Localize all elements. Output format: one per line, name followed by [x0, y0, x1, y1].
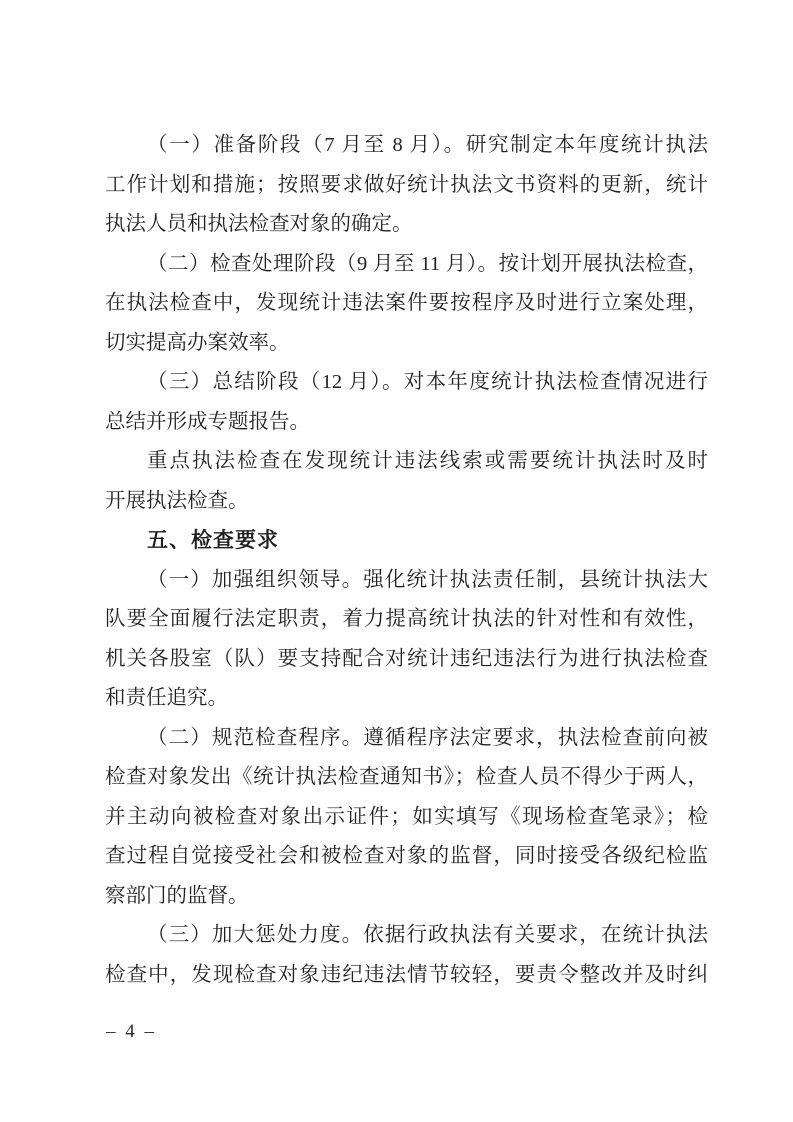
text-line: 切实提高办案效率。	[105, 331, 290, 354]
text-line: 检查对象发出《统计执法检查通知书》；检查人员不得少于两人，	[105, 766, 708, 788]
text-line: （三）总结阶段（12 月）。对本年度统计执法检查情况进行	[147, 371, 708, 393]
text-line: （二）规范检查程序。遵循程序法定要求，执法检查前向被	[147, 726, 708, 749]
text-line: 查过程自觉接受社会和被检查对象的监督，同时接受各级纪检监	[105, 845, 708, 867]
text-line: （二）检查处理阶段（9 月至 11 月）。按计划开展执法检查，	[147, 252, 708, 275]
text-line: 重点执法检查在发现统计违法线索或需要统计执法时及时	[147, 450, 708, 472]
text-line: 队要全面履行法定职责，着力提高统计执法的针对性和有效性，	[105, 608, 708, 630]
text-line: 和责任追究。	[105, 687, 228, 709]
text-line: 检查中，发现检查对象违纪违法情节较轻，要责令整改并及时纠	[105, 963, 708, 986]
text-line: 开展执法检查。	[105, 489, 249, 512]
text-line: 机关各股室（队）要支持配合对统计违纪违法行为进行执法检查	[105, 647, 708, 670]
text-line: 察部门的监督。	[105, 884, 249, 907]
text-line: （一）加强组织领导。强化统计执法责任制，县统计执法大	[147, 568, 708, 591]
text-line: 总结并形成专题报告。	[105, 410, 310, 433]
document-body	[105, 126, 708, 995]
text-line: 工作计划和措施；按照要求做好统计执法文书资料的更新，统计	[105, 173, 708, 196]
page-number: – 4 –	[106, 1021, 154, 1042]
text-line: 执法人员和执法检查对象的确定。	[105, 213, 413, 235]
text-line: 并主动向被检查对象出示证件；如实填写《现场检查笔录》；检	[105, 805, 708, 828]
text-line: 在执法检查中，发现统计违法案件要按程序及时进行立案处理，	[105, 292, 708, 314]
text-line: （一）准备阶段（7 月至 8 月）。研究制定本年度统计执法	[147, 134, 708, 156]
text-line: （三）加大惩处力度。依据行政执法有关要求，在统计执法	[147, 924, 708, 946]
section-heading: 五、检查要求	[147, 529, 279, 552]
